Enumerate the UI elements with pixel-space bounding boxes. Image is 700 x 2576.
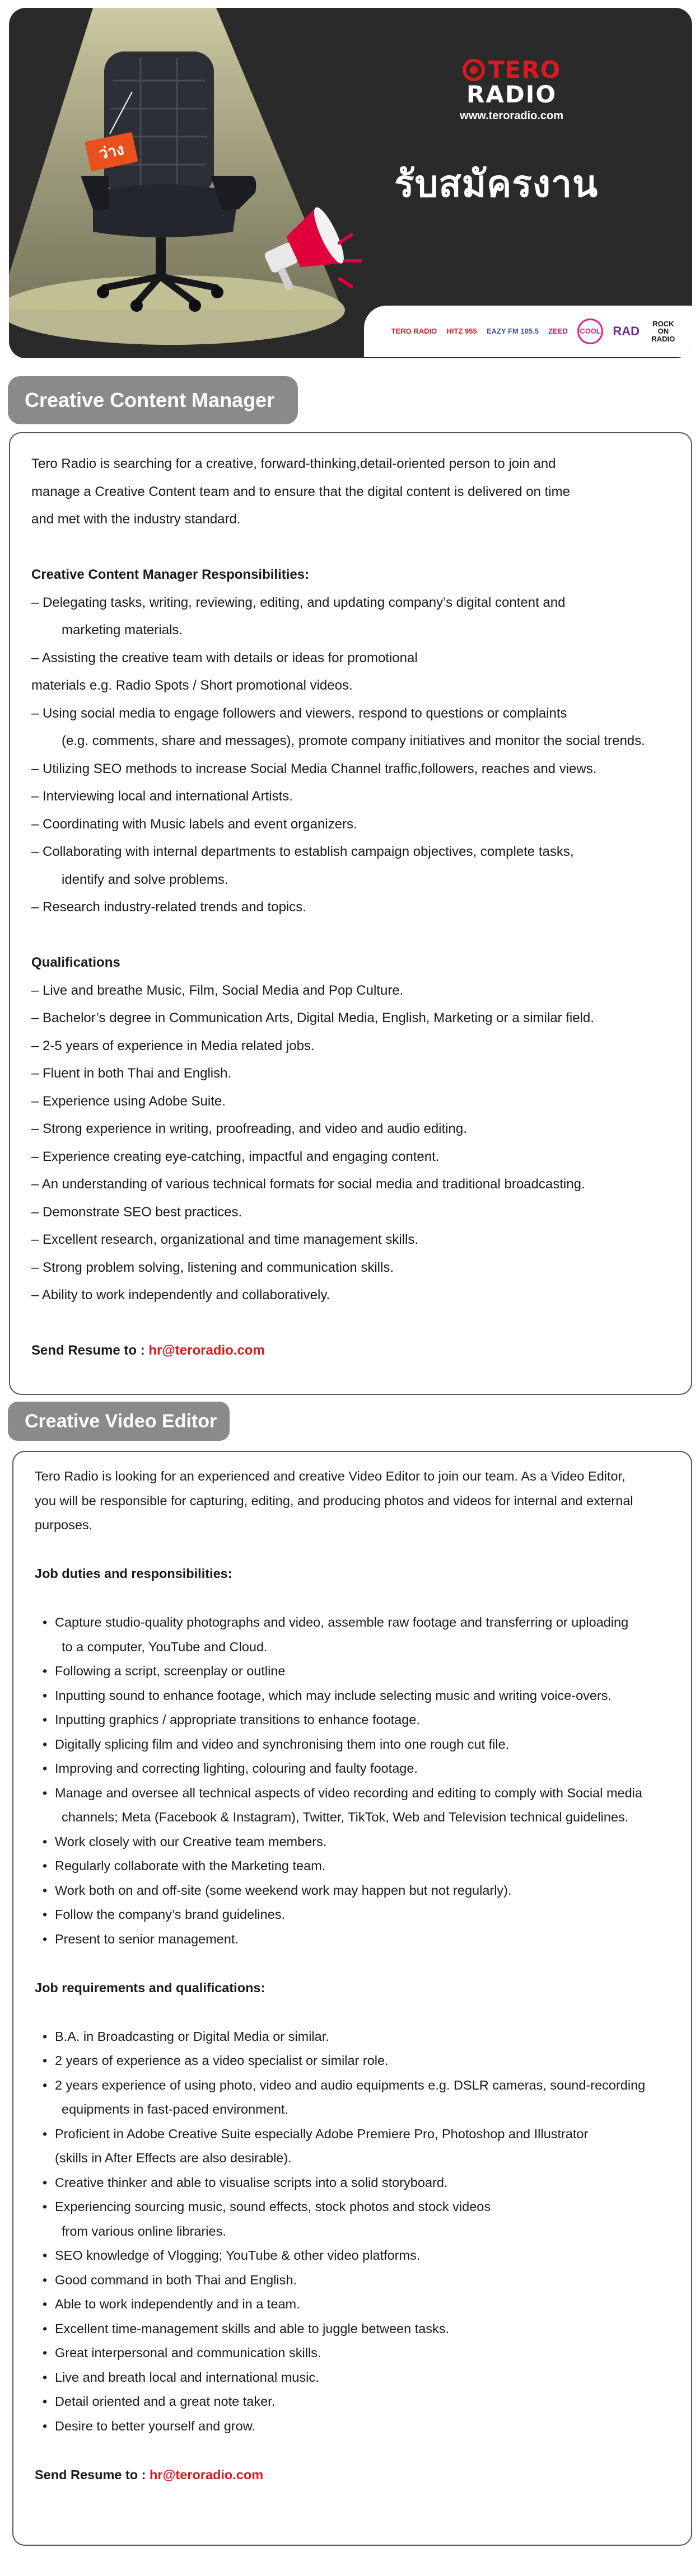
list-item: • 2 years of experience as a video specialist or similar role. [35,2049,670,2073]
list-item: • Good command in both Thai and English. [35,2268,670,2293]
tab-creative-video-editor: Creative Video Editor [8,1402,230,1441]
list-item: – Interviewing local and international Artists. [31,783,670,811]
list-item: – Ability to work independently and collaboratively. [31,1281,670,1309]
list-item: • Live and breath local and international music. [35,2366,670,2390]
qualifications-heading: Qualifications [31,955,120,970]
list-item: • Regularly collaborate with the Marketing team. [35,1854,670,1879]
list-item: – Delegating tasks, writing, reviewing, editing, and updating company’s digital content and marketing materials. [31,589,670,644]
list-item: • Inputting graphics / appropriate transitions to enhance footage. [35,1708,670,1732]
partner-logo-hitz: HITZ 955 [446,327,477,336]
list-item: – Demonstrate SEO best practices. [31,1198,670,1226]
list-item: – An understanding of various technical formats for social media and traditional broadcasting. [31,1170,670,1198]
resume-line [35,2463,670,2488]
list-item: • Work closely with our Creative team members. [35,1830,670,1854]
intro-line: Tero Radio is looking for an experienced and creative Video Editor to join our team. As a Video Editor, [35,1469,626,1483]
vacant-tag-label: ว่าง [97,139,126,163]
resume-line [31,1337,670,1365]
partner-logo-tero: TERO RADIO [391,327,437,336]
partner-logo-rad: RAD [613,324,640,339]
responsibilities-heading: Creative Content Manager Responsibilities: [31,567,310,582]
partner-logo-rockon: ROCK ON RADIO [651,319,675,343]
resume-email-link[interactable]: hr@teroradio.com [148,1343,265,1358]
brand-name-top: TERO [488,56,561,83]
list-item: • Following a script, screenplay or outline [35,1659,670,1684]
requirements-heading: Job requirements and qualifications: [35,1980,265,1995]
hero-banner [9,8,692,358]
partner-logo-zeed: ZEED [548,327,568,336]
list-item: – Fluent in both Thai and English. [31,1060,670,1088]
list-item: – Bachelor’s degree in Communication Arts, Digital Media, English, Marketing or a similar field. [31,1004,670,1032]
intro-line: and met with the industry standard. [31,512,241,527]
brand-url: www.teroradio.com [460,110,563,122]
list-item: • Excellent time-management skills and able to juggle between tasks. [35,2317,670,2341]
list-item: • Digitally splicing film and video and synchronising them into one rough cut file. [35,1732,670,1757]
intro-line: purposes. [35,1518,93,1532]
list-item: – Research industry-related trends and topics. [31,893,670,921]
page-title: รับสมัครงาน [394,162,599,205]
list-item: – Using social media to engage followers and viewers, respond to questions or complaints (e.g. comments, share and messages), promote company initiatives and monitor the social trends. [31,700,670,755]
duties-heading: Job duties and responsibilities: [35,1566,232,1581]
brand-ring-icon [463,59,485,81]
list-item: • Inputting sound to enhance footage, which may include selecting music and writing voice-overs. [35,1684,670,1708]
list-item: • Creative thinker and able to visualise scripts into a solid storyboard. [35,2171,670,2195]
list-item: • Great interpersonal and communication skills. [35,2341,670,2366]
list-item: • SEO knowledge of Vlogging; YouTube & other video platforms. [35,2244,670,2268]
intro-line: manage a Creative Content team and to ensure that the digital content is delivered on time [31,484,570,499]
list-item-continuation: materials e.g. Radio Spots / Short promotional videos. [31,678,353,693]
partner-logos [364,306,692,357]
list-item: – Strong experience in writing, proofreading, and video and audio editing. [31,1115,670,1143]
list-item: – Excellent research, organizational and time management skills. [31,1226,670,1254]
brand-logo [460,58,563,123]
list-item: – Strong problem solving, listening and communication skills. [31,1254,670,1282]
list-item: • Improving and correcting lighting, colouring and faulty footage. [35,1757,670,1781]
resume-email-link[interactable]: hr@teroradio.com [150,2467,264,2482]
list-item: • Proficient in Adobe Creative Suite especially Adobe Premiere Pro, Photoshop and Illustrator (skills in After Effects are also desirable). [35,2122,670,2171]
list-item: • Able to work independently and in a team. [35,2292,670,2317]
list-item: • Present to senior management. [35,1927,670,1952]
list-item: – 2-5 years of experience in Media related jobs. [31,1032,670,1060]
partner-logo-eazy: EAZY FM 105.5 [486,327,539,336]
list-item: – Experience using Adobe Suite. [31,1088,670,1116]
brand-name-bottom: RADIO [466,81,557,108]
partner-logo-cool: COOL [577,319,603,344]
list-item: • Capture studio-quality photographs and video, assemble raw footage and transferring or uploading to a computer, YouTube and Cloud. [35,1610,670,1659]
list-item: – Live and breathe Music, Film, Social Media and Pop Culture. [31,977,670,1005]
intro-line: Tero Radio is searching for a creative, forward-thinking,detail-oriented person to join and [31,456,556,471]
intro-line: you will be responsible for capturing, editing, and producing photos and videos for internal and external [35,1493,633,1508]
list-item: • Follow the company’s brand guidelines. [35,1903,670,1927]
list-item: • Manage and oversee all technical aspects of video recording and editing to comply with Social media channels; Meta (Facebook & Instagram), Twitter, TikTok, Web and Television technical guidelines. [35,1781,670,1830]
list-item: • Work both on and off-site (some weekend work may happen but not regularly). [35,1879,670,1903]
list-item: – Coordinating with Music labels and event organizers. [31,811,670,839]
list-item: – Assisting the creative team with details or ideas for promotional [31,644,670,672]
list-item: • 2 years experience of using photo, video and audio equipments e.g. DSLR cameras, sound-recording equipments in fast-paced environment. [35,2073,670,2122]
resume-label: Send Resume to : [31,1343,149,1358]
list-item: • Detail oriented and a great note taker. [35,2390,670,2414]
list-item: • B.A. in Broadcasting or Digital Media or similar. [35,2025,670,2049]
list-item: – Collaborating with internal departments to establish campaign objectives, complete tasks, identify and solve problems. [31,838,670,893]
list-item: – Experience creating eye-catching, impactful and engaging content. [31,1143,670,1171]
list-item: • Desire to better yourself and grow. [35,2414,670,2439]
tab-creative-content-manager: Creative Content Manager [8,376,298,424]
list-item: – Utilizing SEO methods to increase Social Media Channel traffic,followers, reaches and views. [31,755,670,783]
resume-label: Send Resume to : [35,2467,150,2482]
job-card-content-manager [9,432,692,1395]
list-item: • Experiencing sourcing music, sound effects, stock photos and stock videos from various online libraries. [35,2195,670,2244]
job-card-video-editor [12,1451,692,2546]
